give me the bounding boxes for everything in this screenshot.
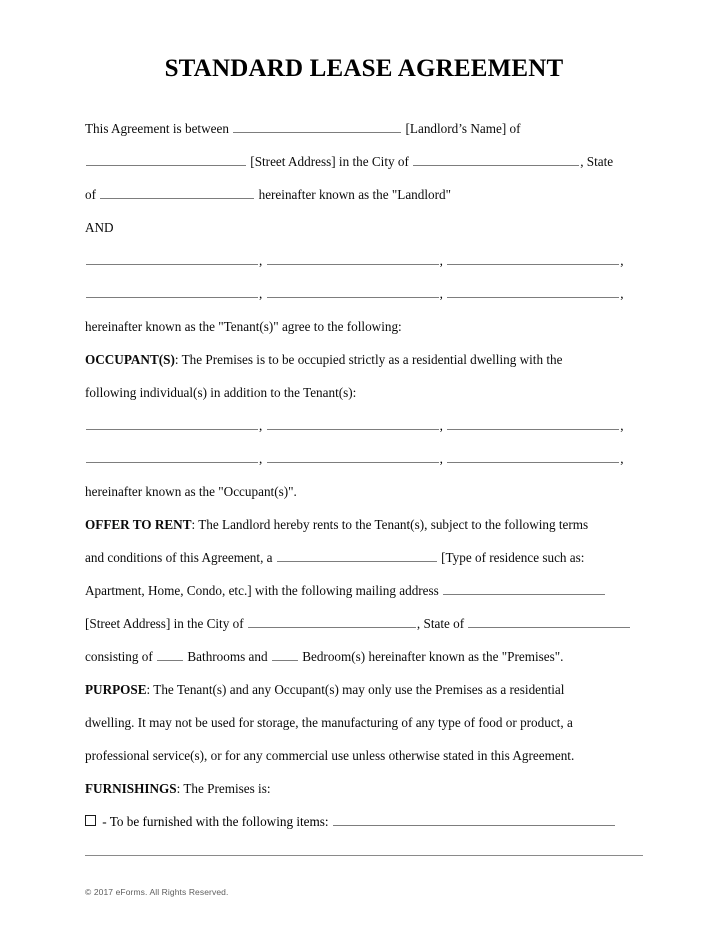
- and-connector: AND: [85, 220, 114, 235]
- purpose-line-2: dwelling. It may not be used for storage, the manufacturing of any type of food or product, a: [85, 715, 573, 730]
- offer-to-rent-heading: OFFER TO RENT: [85, 517, 192, 532]
- landlord-known-as-text: hereinafter known as the "Landlord": [255, 187, 451, 202]
- occupants-line-2: following individual(s) in addition to the Tenant(s):: [85, 385, 357, 400]
- occupant-name-blank[interactable]: [86, 451, 258, 463]
- landlord-state-label: , State: [580, 154, 614, 169]
- tenant-name-blank[interactable]: [86, 286, 258, 298]
- premises-street-address-blank[interactable]: [443, 583, 605, 595]
- tenant-row-separator: ,: [439, 253, 447, 268]
- mailing-address-prefix: Apartment, Home, Condo, etc.] with the following mailing address: [85, 583, 443, 598]
- agreement-parties-line-2: [85, 145, 643, 178]
- bedrooms-label: Bedroom(s) hereinafter known as the "Premises".: [298, 649, 564, 664]
- occupants-heading-text: : The Premises is to be occupied strictly as a residential dwelling with the: [174, 352, 563, 367]
- checkbox-icon[interactable]: [85, 815, 96, 826]
- offer-to-rent-text: : The Landlord hereby rents to the Tenant(s), subject to the following terms: [191, 517, 589, 532]
- purpose-text: : The Tenant(s) and any Occupant(s) may only use the Premises as a residential: [146, 682, 565, 697]
- occupant-name-blank[interactable]: [86, 418, 258, 430]
- premises-state-blank[interactable]: [468, 616, 630, 628]
- residence-type-label: [Type of residence such as:: [437, 550, 585, 565]
- tenant-names-row-2: [85, 277, 643, 310]
- occupant-name-blank[interactable]: [447, 451, 619, 463]
- tenant-name-blank[interactable]: [267, 253, 439, 265]
- offer-to-rent-line-3: [85, 574, 643, 607]
- bathrooms-count-blank[interactable]: [157, 649, 183, 661]
- furnishings-heading-line: [85, 772, 643, 805]
- document-body: [85, 112, 643, 838]
- offer-to-rent-heading-line: [85, 508, 643, 541]
- landlord-name-label: [Landlord’s Name] of: [402, 121, 521, 136]
- occupants-heading: OCCUPANT(S): [85, 352, 175, 367]
- purpose-heading: PURPOSE: [85, 682, 147, 697]
- residence-type-prefix: and conditions of this Agreement, a: [85, 550, 276, 565]
- page-title: STANDARD LEASE AGREEMENT: [164, 55, 564, 82]
- tenant-row-separator: ,: [259, 286, 266, 301]
- occupant-name-blank[interactable]: [267, 418, 439, 430]
- furnished-items-continuation-rule[interactable]: [85, 855, 643, 856]
- agreement-intro-text: This Agreement is between: [85, 121, 233, 136]
- tenant-row-separator: ,: [620, 253, 624, 268]
- offer-to-rent-line-2: [85, 541, 643, 574]
- occupant-row-separator: ,: [259, 451, 266, 466]
- furnishings-text: : The Premises is:: [176, 781, 271, 796]
- rooms-prefix: consisting of: [85, 649, 157, 664]
- occupants-heading-line: [85, 343, 643, 376]
- premises-city-prefix: [Street Address] in the City of: [85, 616, 247, 631]
- landlord-city-blank[interactable]: [413, 154, 579, 166]
- tenant-names-row-1: [85, 244, 643, 277]
- occupant-row-separator: ,: [620, 418, 624, 433]
- occupant-row-separator: ,: [259, 418, 266, 433]
- occupant-row-separator: ,: [439, 418, 447, 433]
- landlord-street-address-blank[interactable]: [86, 154, 246, 166]
- occupant-names-row-1: [85, 409, 643, 442]
- agreement-parties-line-1: [85, 112, 643, 145]
- purpose-heading-line: [85, 673, 643, 706]
- copyright-footer: © 2017 eForms. All Rights Reserved.: [85, 887, 229, 897]
- residence-type-blank[interactable]: [277, 550, 437, 562]
- purpose-line-3: professional service(s), or for any commercial use unless otherwise stated in this Agreement.: [85, 748, 575, 763]
- furnishings-heading: FURNISHINGS: [85, 781, 177, 796]
- occupant-names-row-2: [85, 442, 643, 475]
- occupant-row-separator: ,: [439, 451, 447, 466]
- tenant-name-blank[interactable]: [447, 253, 619, 265]
- occupant-name-blank[interactable]: [447, 418, 619, 430]
- tenant-name-blank[interactable]: [267, 286, 439, 298]
- tenant-name-blank[interactable]: [86, 253, 258, 265]
- bedrooms-count-blank[interactable]: [272, 649, 298, 661]
- tenant-known-as-line: hereinafter known as the "Tenant(s)" agree to the following:: [85, 319, 402, 334]
- agreement-parties-line-3: [85, 178, 643, 211]
- landlord-name-blank[interactable]: [233, 121, 401, 133]
- occupant-name-blank[interactable]: [267, 451, 439, 463]
- occupant-row-separator: ,: [620, 451, 624, 466]
- occupants-known-as-line: hereinafter known as the "Occupant(s)".: [85, 484, 297, 499]
- tenant-row-separator: ,: [620, 286, 624, 301]
- premises-state-label: , State of: [416, 616, 468, 631]
- offer-to-rent-line-5: [85, 640, 643, 673]
- landlord-state-blank[interactable]: [100, 187, 254, 199]
- bathrooms-label: Bathrooms and: [184, 649, 271, 664]
- landlord-street-label: [Street Address] in the City of: [247, 154, 413, 169]
- landlord-state-prefix: of: [85, 187, 100, 202]
- furnishings-option-line: [85, 805, 643, 838]
- premises-city-blank[interactable]: [248, 616, 416, 628]
- offer-to-rent-line-4: [85, 607, 643, 640]
- tenant-name-blank[interactable]: [447, 286, 619, 298]
- tenant-row-separator: ,: [259, 253, 266, 268]
- tenant-row-separator: ,: [439, 286, 447, 301]
- furnished-items-blank[interactable]: [333, 814, 615, 826]
- furnishings-option-label: - To be furnished with the following items:: [99, 814, 332, 829]
